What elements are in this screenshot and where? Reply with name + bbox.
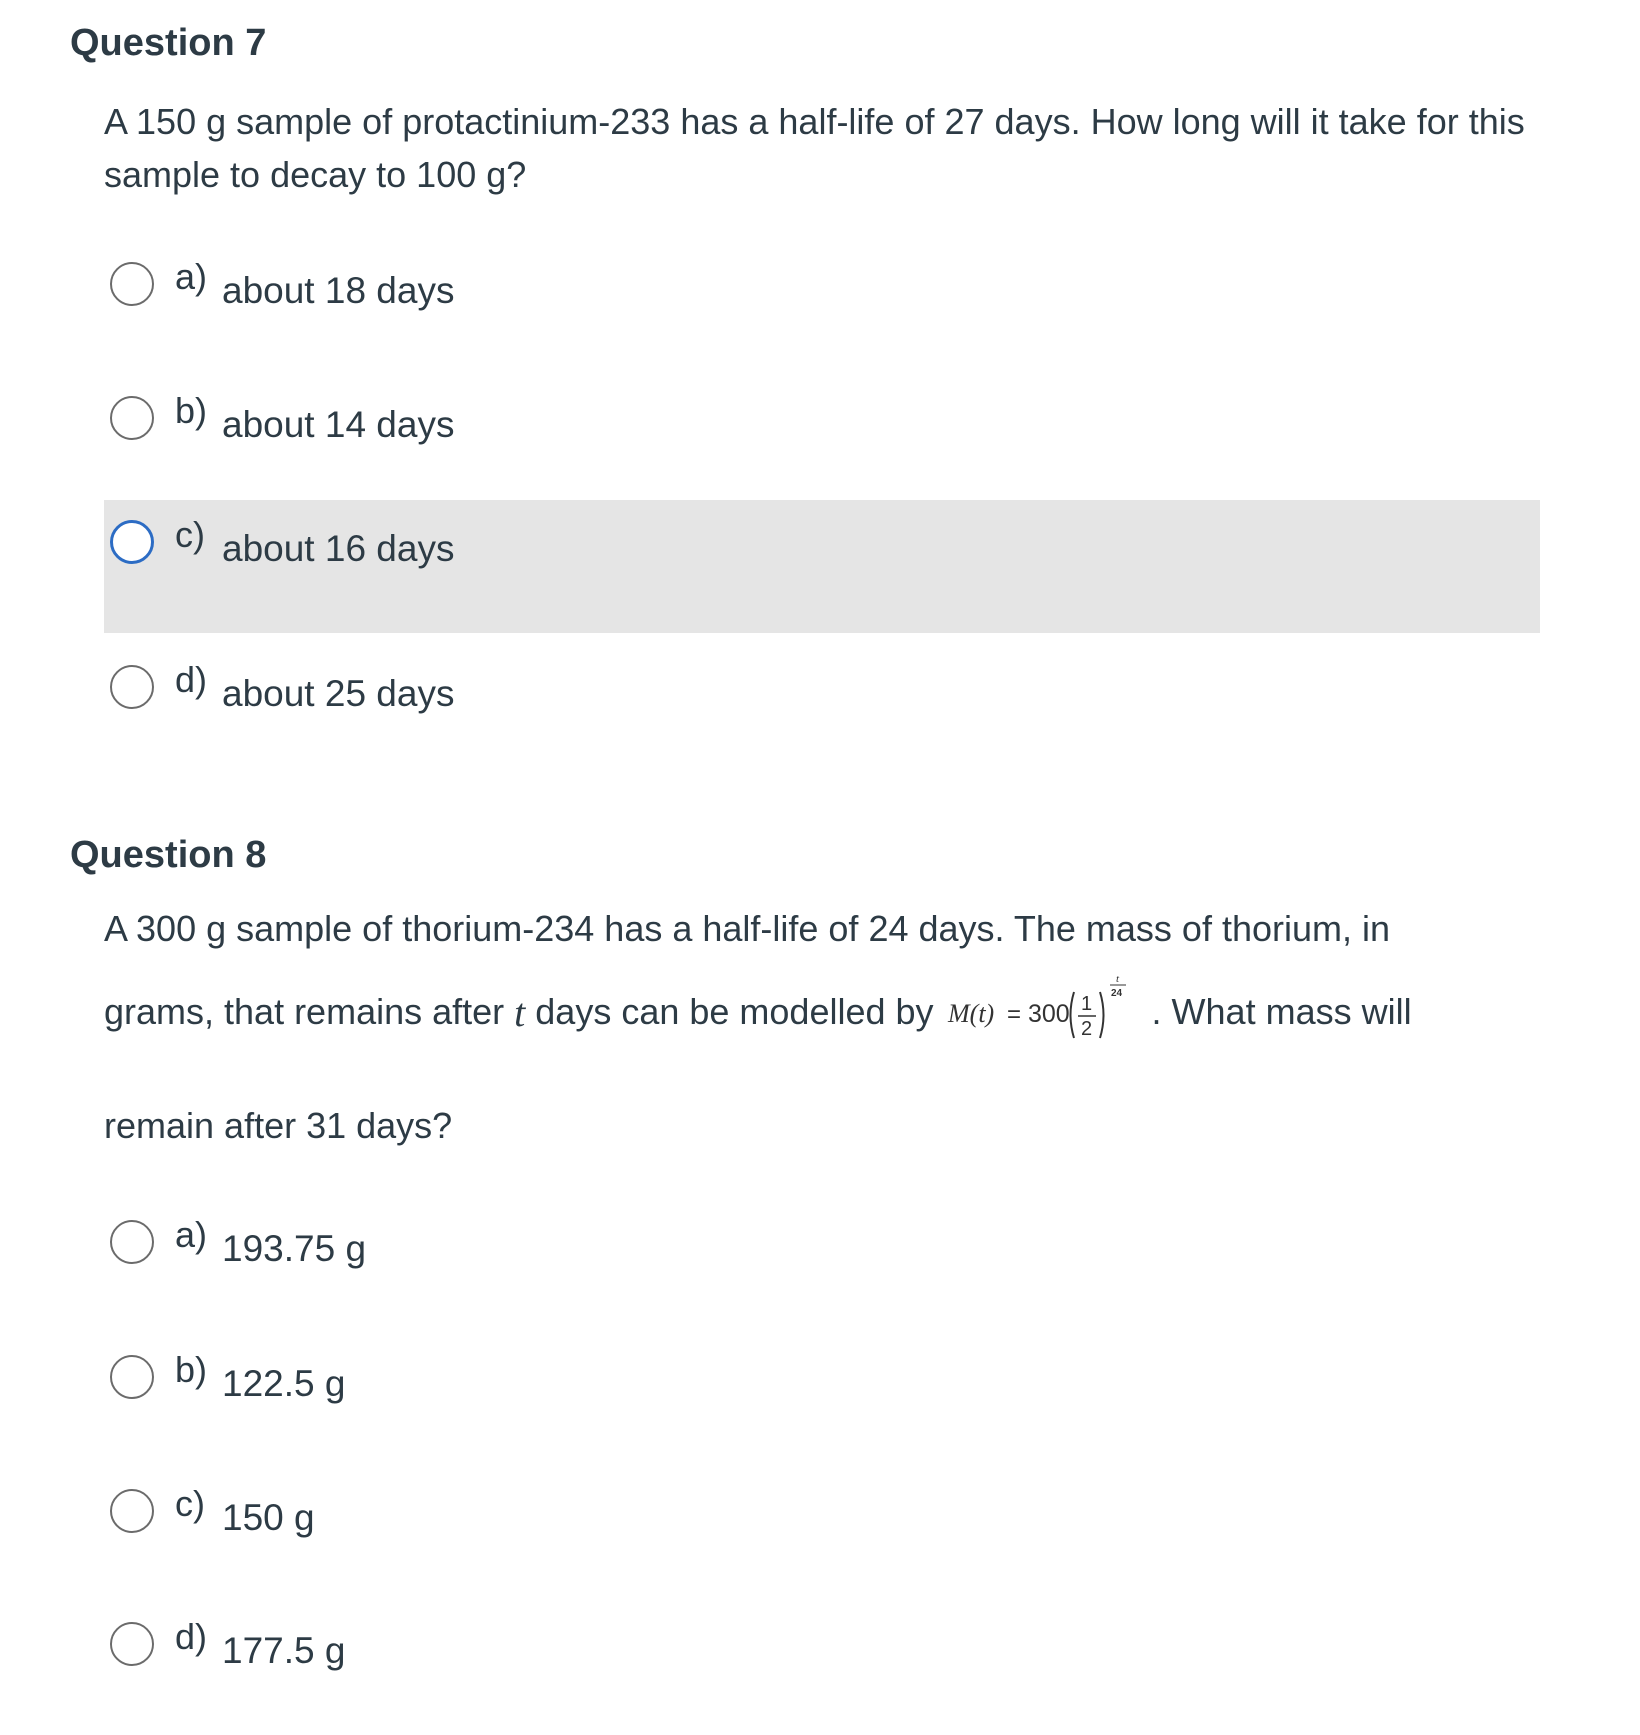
answer-letter: a) (175, 1214, 208, 1255)
answer-text: 193.75 g (222, 1228, 367, 1269)
answer-letter: d) (175, 1616, 208, 1657)
answer-q7-a[interactable] (104, 242, 1540, 375)
variable-t: t (514, 989, 526, 1035)
formula-equals: = (1006, 1001, 1021, 1028)
question-7-text: A 150 g sample of protactinium-233 has a half-life of 27 days. How long will it take for this sample to decay to 100 g? (104, 101, 1525, 195)
radio-button[interactable] (110, 1489, 154, 1533)
radio-button[interactable] (110, 665, 154, 709)
answer-q7-d[interactable] (104, 645, 1540, 778)
question-7-title: Question 7 (70, 22, 267, 64)
radio-button[interactable] (110, 396, 154, 440)
formula-coefficient: 300 (1027, 1000, 1070, 1028)
question-8-text-line1: A 300 g sample of thorium-234 has a half-life of 24 days. The mass of thorium, in (104, 908, 1391, 949)
formula-lhs: M(t) (947, 999, 994, 1028)
exponent-numerator: t (1115, 973, 1119, 985)
answer-q8-d[interactable] (104, 1602, 1540, 1735)
answer-text: 122.5 g (222, 1363, 346, 1404)
right-paren (1100, 992, 1104, 1038)
answer-text: 150 g (222, 1497, 315, 1538)
question-8-text-line3: remain after 31 days? (104, 1105, 453, 1146)
text-segment: . What mass will (1151, 991, 1412, 1032)
answer-text: 177.5 g (222, 1630, 346, 1671)
answer-q8-c[interactable] (104, 1469, 1540, 1602)
answer-q8-a[interactable] (104, 1200, 1540, 1333)
text-segment: days can be modelled by (525, 991, 934, 1032)
answer-q7-c[interactable] (104, 500, 1540, 633)
answer-letter: a) (175, 256, 208, 297)
exponent-denominator: 24 (1110, 988, 1122, 999)
answer-text: about 14 days (222, 404, 455, 445)
left-paren (1070, 992, 1074, 1038)
radio-button[interactable] (110, 1622, 154, 1666)
answer-text: about 16 days (222, 528, 455, 569)
radio-button[interactable] (110, 520, 154, 564)
text-segment: grams, that remains after (104, 991, 515, 1032)
answer-letter: c) (175, 514, 205, 555)
radio-button[interactable] (110, 1355, 154, 1399)
question-8-text-line2 (104, 972, 1412, 1052)
question-8-title: Question 8 (70, 834, 267, 876)
radio-button[interactable] (110, 1220, 154, 1264)
answer-letter: b) (175, 1349, 208, 1390)
answer-letter: b) (175, 390, 208, 431)
fraction-denominator: 2 (1080, 1018, 1092, 1040)
answer-q8-b[interactable] (104, 1335, 1540, 1468)
fraction-numerator: 1 (1080, 993, 1092, 1015)
decay-formula (946, 972, 1146, 1052)
answer-letter: d) (175, 659, 208, 700)
answer-q7-b[interactable] (104, 376, 1540, 509)
answer-letter: c) (175, 1483, 205, 1524)
answer-text: about 18 days (222, 270, 455, 311)
answer-text: about 25 days (222, 673, 455, 714)
radio-button[interactable] (110, 262, 154, 306)
